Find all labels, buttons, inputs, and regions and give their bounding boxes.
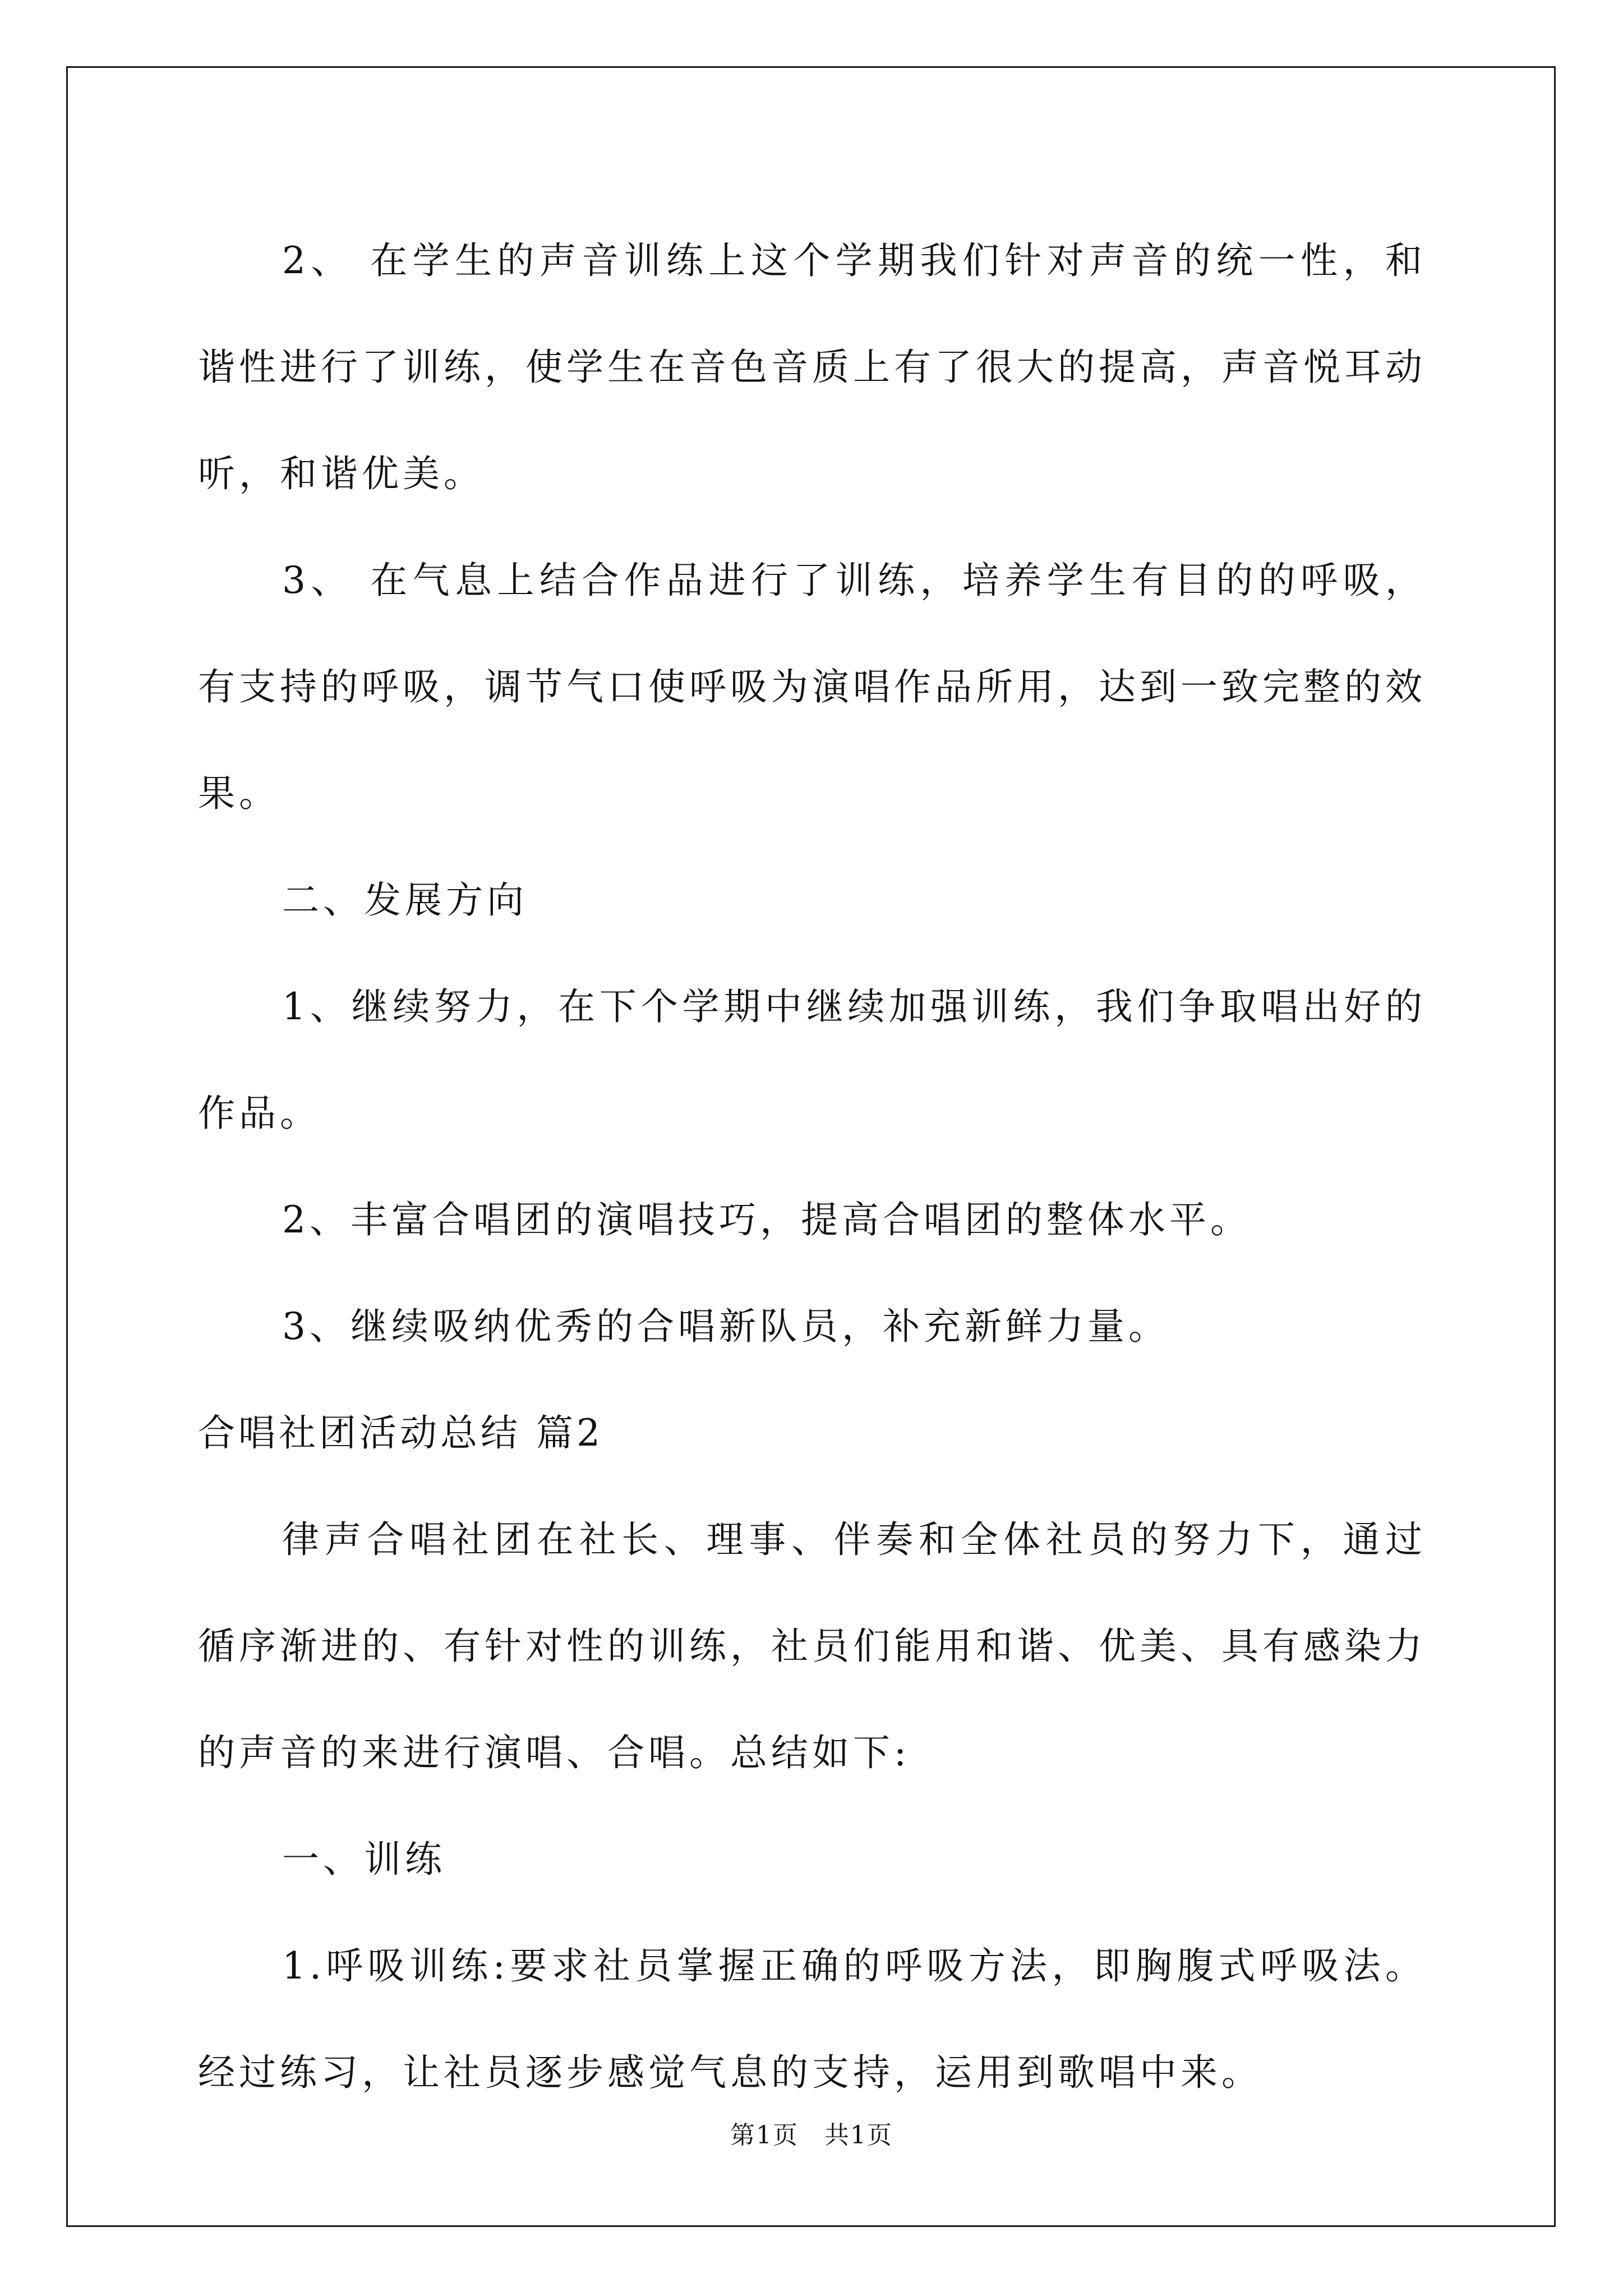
section-heading-direction: 二、发展方向: [282, 878, 528, 922]
paragraph-direction-2: 2、丰富合唱团的演唱技巧，提高合唱团的整体水平。: [282, 1198, 1251, 1241]
paragraph-direction-3: 3、继续吸纳优秀的合唱新队员，补充新鲜力量。: [282, 1305, 1169, 1348]
paragraph-training-breath: 3、 在气息上结合作品进行了训练，培养学生有目的的呼吸，有支持的呼吸，调节气口使呼吸为演唱作品所用，达到一致完整的效果。: [198, 559, 1426, 815]
page-footer: 第1页 共1页: [730, 2121, 893, 2150]
article-title: 合唱社团活动总结 篇2: [198, 1411, 603, 1455]
paragraph-intro: 律声合唱社团在社长、理事、伴奏和全体社员的努力下，通过循序渐进的、有针对性的训练，社员们能用和谐、优美、具有感染力的声音的来进行演唱、合唱。总结如下:: [198, 1518, 1426, 1774]
paragraph-training-voice: 2、 在学生的声音训练上这个学期我们针对声音的统一性，和谐性进行了训练，使学生在音色音质上有了很大的提高，声音悦耳动听，和谐优美。: [198, 239, 1426, 495]
paragraph-breath-training: 1.呼吸训练:要求社员掌握正确的呼吸方法，即胸腹式呼吸法。经过练习，让社员逐步感觉气息的支持，运用到歌唱中来。: [198, 1944, 1426, 2094]
section-heading-training: 一、训练: [282, 1838, 446, 1881]
paragraph-direction-1: 1、继续努力，在下个学期中继续加强训练，我们争取唱出好的作品。: [198, 985, 1426, 1135]
document-body: [198, 208, 1426, 2126]
